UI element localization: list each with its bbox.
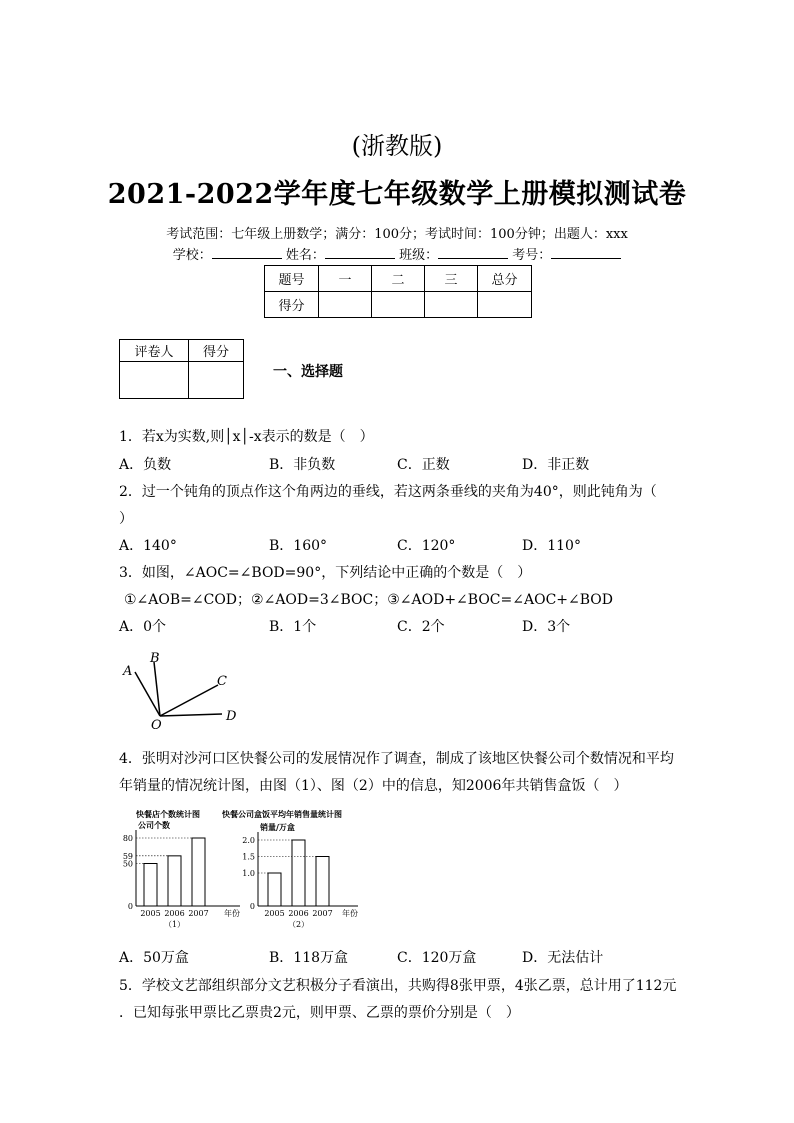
grader-cell[interactable] <box>120 362 189 399</box>
option-a: A．140° <box>119 538 177 554</box>
question-2: 2．过一个钝角的顶点作这个角两边的垂线，若这两条垂线的夹角为40°，则此钝角为（ <box>119 484 657 500</box>
label-c: C <box>217 674 227 689</box>
question-4: 4．张明对沙河口区快餐公司的发展情况作了调查，制成了该地区快餐公司个数情况和平均 <box>119 751 674 767</box>
chart1-caption: （1） <box>163 920 186 929</box>
score-table <box>264 265 532 318</box>
ray-oc <box>160 685 218 716</box>
option-d: D．非正数 <box>522 457 590 473</box>
chart1-x-tick: 2005 <box>140 909 161 918</box>
question-3: 3．如图，∠AOC=∠BOD=90°，下列结论中正确的个数是（ ） <box>119 565 532 581</box>
chart1-y-tick: 50 <box>122 859 133 869</box>
option-d: D．110° <box>522 538 581 554</box>
label-d: D <box>226 709 237 724</box>
class-label: 班级： <box>399 248 439 263</box>
chart1-x-tick: 2007 <box>188 909 209 918</box>
grader-header: 得分 <box>189 340 244 362</box>
option-c: C．正数 <box>397 457 450 473</box>
ray-od <box>160 714 222 716</box>
grader-cell[interactable] <box>189 362 244 399</box>
chart2-bar <box>316 857 329 907</box>
score-header: 题号 <box>265 266 319 292</box>
question-5-cont: ．已知每张甲票比乙票贵2元，则甲票、乙票的票价分别是（ ） <box>119 1005 520 1021</box>
chart1-bar <box>144 864 157 907</box>
chart2-bar <box>268 873 281 906</box>
option-c: C．2个 <box>397 619 445 635</box>
option-c: C．120° <box>397 538 456 554</box>
label-o: O <box>151 718 162 733</box>
score-header: 二 <box>372 266 425 292</box>
exam-subtitle: (浙教版) <box>351 132 443 160</box>
chart1-y-tick: 0 <box>127 902 133 911</box>
chart2-x-tick: 2006 <box>288 909 309 918</box>
chart2-x-tick: 2005 <box>264 909 285 918</box>
chart1-title: 快餐店个数统计图 <box>136 809 200 819</box>
option-c: C．120万盒 <box>397 950 477 966</box>
chart2-title: 快餐公司盒饭平均年销售量统计图 <box>222 809 342 819</box>
score-cell[interactable] <box>319 292 372 318</box>
chart2-y-label: 销量/万盒 <box>260 822 295 832</box>
option-d: D．无法估计 <box>522 950 604 966</box>
name-label: 姓名： <box>285 248 325 263</box>
option-a: A．负数 <box>119 457 172 473</box>
grader-table <box>119 339 244 399</box>
option-b: B．1个 <box>269 619 317 635</box>
score-cell[interactable] <box>478 292 532 318</box>
option-b: B．160° <box>269 538 328 554</box>
chart1-y-label: 公司个数 <box>138 820 170 830</box>
grader-header: 评卷人 <box>120 340 189 362</box>
label-b: B <box>150 651 160 666</box>
chart2-y-tick: 1.5 <box>242 852 255 862</box>
score-header: 一 <box>319 266 372 292</box>
question-1: 1．若x为实数,则│x│-x表示的数是（ ） <box>119 429 374 445</box>
chart2-x-label: 年份 <box>342 909 358 918</box>
score-cell[interactable] <box>425 292 478 318</box>
chart1-y-tick: 80 <box>122 834 133 843</box>
school-label: 学校： <box>172 248 212 263</box>
chart2-y-tick: 1.0 <box>242 869 255 878</box>
option-d: D．3个 <box>522 619 571 635</box>
chart1-x-tick: 2006 <box>164 909 185 918</box>
question-4-cont: 年销量的情况统计图，由图（1）、图（2）中的信息，知2006年共销售盒饭（ ） <box>119 778 628 794</box>
number-label: 考号： <box>512 248 552 263</box>
section-title: 一、选择题 <box>273 364 343 380</box>
option-b: B．非负数 <box>269 457 336 473</box>
question-3-cont: ①∠AOB=∠COD；②∠AOD=3∠BOC；③∠AOD+∠BOC=∠AOC+∠BOD <box>124 592 613 608</box>
option-a: A．50万盒 <box>119 950 189 966</box>
name-field[interactable] <box>325 246 395 259</box>
score-row-label: 得分 <box>265 292 319 318</box>
chart1-bar <box>168 856 181 906</box>
score-header: 总分 <box>478 266 532 292</box>
chart1-bar <box>192 838 205 906</box>
score-header: 三 <box>425 266 478 292</box>
question-2-cont: ） <box>119 511 133 527</box>
chart2-bar <box>292 840 305 906</box>
angle-figure <box>118 648 248 734</box>
chart2 <box>242 822 358 929</box>
number-field[interactable] <box>551 246 621 259</box>
exam-title: 2021-2022学年度七年级数学上册模拟测试卷 <box>107 179 687 210</box>
chart2-y-tick: 0 <box>249 902 255 911</box>
bar-charts <box>114 804 384 934</box>
class-field[interactable] <box>438 246 508 259</box>
exam-info: 考试范围：七年级上册数学；满分：100分；考试时间：100分钟；出题人：xxx <box>166 227 628 242</box>
option-b: B．118万盒 <box>269 950 349 966</box>
option-a: A．0个 <box>119 619 167 635</box>
chart1-x-label: 年份 <box>224 909 240 918</box>
chart2-x-tick: 2007 <box>312 909 333 918</box>
chart1-y-tick: 59 <box>122 851 133 861</box>
chart2-caption: （2） <box>287 920 310 929</box>
label-a: A <box>123 664 133 679</box>
student-info-line <box>0 244 794 263</box>
chart2-y-tick: 2.0 <box>242 836 255 845</box>
score-cell[interactable] <box>372 292 425 318</box>
question-5: 5．学校文艺部组织部分文艺积极分子看演出，共购得8张甲票，4张乙票，总计用了112元 <box>119 978 677 994</box>
chart1 <box>123 820 240 929</box>
school-field[interactable] <box>212 246 282 259</box>
